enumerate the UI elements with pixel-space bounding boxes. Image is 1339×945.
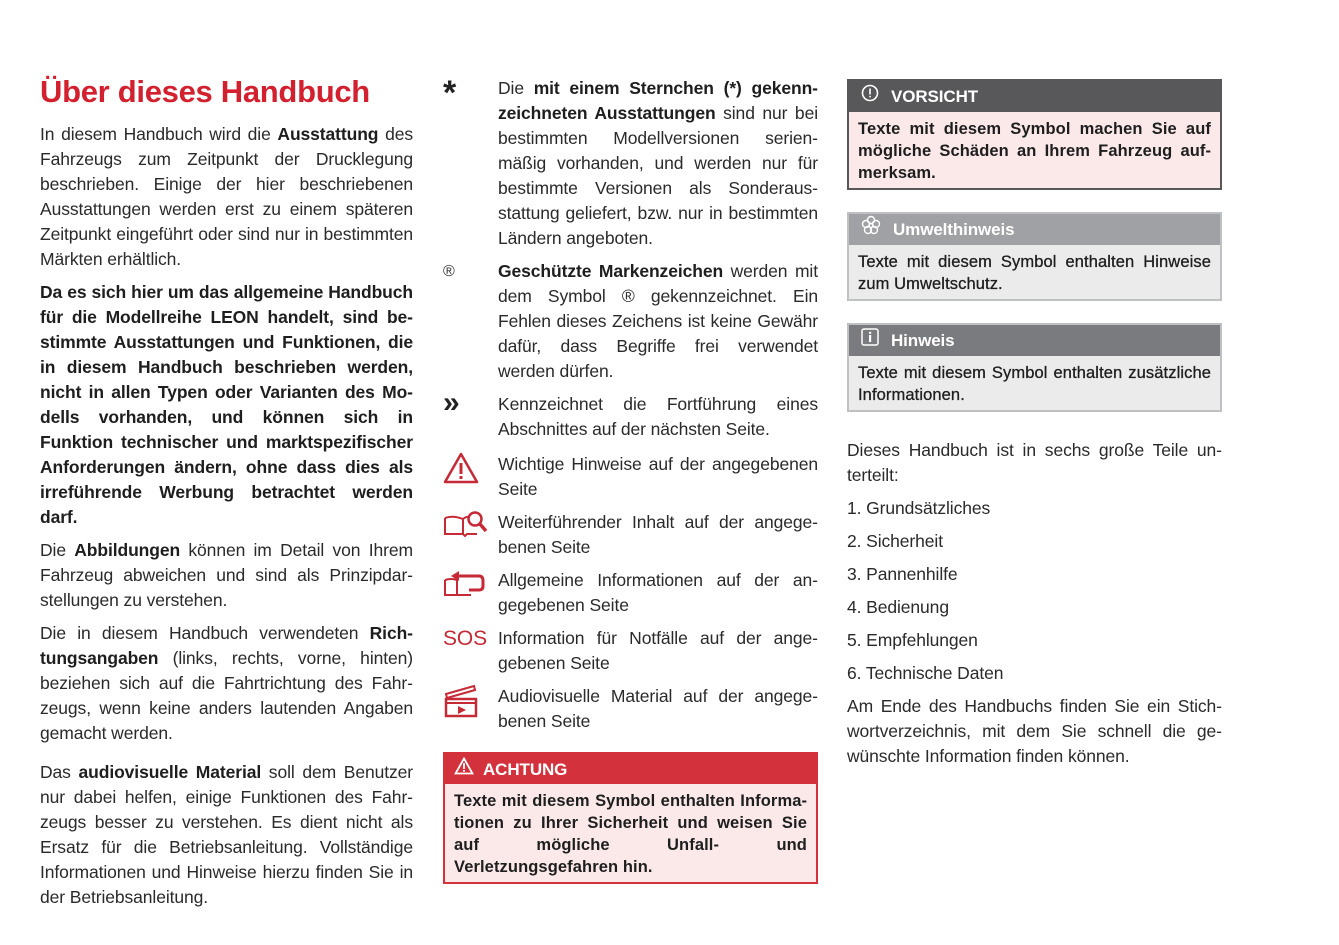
- paragraph-audiovisuell: [40, 760, 413, 910]
- bold-text: Da es sich hier um das allgemeine Handbuch für die Modellreihe LEON handelt, sind bestimmte Ausstattungen und Funktionen, die in diesem Handbuch beschrieben werden, nicht in allen Typen oder Varianten des Modells vorhanden, und können sich in Funktion technischer und marktspezifischer Anforderungen ändern, ohne dass dies als irreführende Werbung betrachtet werden darf.: [40, 282, 413, 527]
- registered-icon: ®: [443, 263, 455, 280]
- umwelt-header: [849, 214, 1220, 245]
- double-chevron-icon: »: [443, 386, 460, 419]
- bold-text: Abbildungen: [74, 540, 181, 560]
- column-1: [40, 72, 413, 918]
- warning-triangle-icon: [454, 754, 474, 785]
- text: Die: [498, 78, 534, 98]
- vorsicht-title: VORSICHT: [891, 87, 979, 106]
- list-item: 3. Pannenhilfe: [847, 564, 958, 584]
- list-item: 1. Grundsätzliches: [847, 498, 991, 518]
- symbol-warning: [443, 452, 818, 502]
- book-return-icon: [443, 568, 498, 618]
- vorsicht-header: [849, 81, 1220, 112]
- vorsicht-body: Texte mit diesem Symbol machen Sie auf mögliche Schäden an Ihrem Fahrzeug aufmerksam.: [849, 112, 1220, 188]
- symbol-text: Weiterführender Inhalt auf der angegebenen Seite: [498, 512, 818, 557]
- achtung-box: [443, 752, 818, 884]
- paragraph-richtung: [40, 621, 413, 746]
- paragraph-abbildungen: [40, 538, 413, 613]
- text: Das: [40, 762, 79, 782]
- sos-icon: SOS: [443, 627, 488, 650]
- text: können im Detail von Ihrem Fahrzeug abweichen und sind als Prinzipdarstellungen zu verstehen.: [40, 540, 413, 610]
- paragraph-ausstattung: [40, 122, 413, 272]
- bold-text: Ausstattung: [277, 124, 379, 144]
- info-icon: [861, 325, 879, 356]
- symbol-asterisk: [443, 76, 818, 251]
- bold-text: Richtungsangaben: [40, 623, 413, 668]
- list-item: 4. Bedienung: [847, 597, 949, 617]
- list-item: 5. Empfehlungen: [847, 630, 978, 650]
- symbol-further-content: [443, 510, 818, 560]
- symbol-sos: [443, 626, 818, 676]
- text: Die in diesem Handbuch verwendeten: [40, 623, 370, 643]
- bold-text: mit einem Sternchen (*) gekennzeichneten Ausstattungen: [498, 78, 818, 123]
- text: In diesem Handbuch wird die: [40, 124, 278, 144]
- clapperboard-icon: [443, 684, 498, 734]
- bold-text: audiovisuelle Material: [78, 762, 262, 782]
- text: Die: [40, 540, 75, 560]
- text: sind nur bei bestimmten Modellversionen serienmäßig vorhanden, und werden nur für bestimmte Versionen als Sonderausstattung geliefert, bzw. nur in bestimmten Ländern angeboten.: [498, 103, 818, 248]
- hinweis-header: [849, 325, 1220, 356]
- paragraph-leon: [40, 280, 413, 530]
- vorsicht-box: [847, 79, 1222, 190]
- achtung-header: [445, 754, 816, 784]
- book-magnifier-icon: [443, 510, 498, 560]
- umwelt-title: Umwelthinweis: [893, 220, 1015, 239]
- symbol-text: [498, 76, 818, 251]
- text: des Fahrzeugs zum Zeitpunkt der Drucklegung beschrieben. Einige der hier beschriebenen Ausstattungen werden erst zu einem späteren Zeitpunkt eingeführt oder sind nur in bestimmten Märkten erhältlich.: [40, 124, 413, 269]
- symbol-registered: [443, 259, 818, 384]
- achtung-body: Texte mit diesem Symbol enthalten Informationen zu Ihrer Sicherheit und weisen Sie auf mögliche Unfall- und Verletzungsgefahren hin.: [445, 784, 816, 882]
- hinweis-title: Hinweis: [891, 331, 955, 350]
- index-note: Am Ende des Handbuchs finden Sie ein Stichwortverzeichnis, mit dem Sie schnell die gewünschte Information finden können.: [847, 696, 1222, 766]
- list-item: 6. Technische Daten: [847, 663, 1004, 683]
- column-2: [443, 76, 818, 884]
- text: (links, rechts, vorne, hinten) beziehen sich auf die Fahrtrichtung des Fahrzeugs, wenn keine anders lautenden Angaben gemacht werden.: [40, 648, 413, 743]
- umwelt-body: Texte mit diesem Symbol enthalten Hinweise zum Umweltschutz.: [849, 245, 1220, 299]
- symbol-text: Wichtige Hinweise auf der angegebenen Seite: [498, 454, 818, 499]
- page-title: Über dieses Handbuch: [40, 74, 370, 109]
- symbol-continue: [443, 386, 818, 442]
- hinweis-body: Texte mit diesem Symbol enthalten zusätzliche Informationen.: [849, 356, 1220, 410]
- column-3: [847, 79, 1222, 777]
- symbol-text: Allgemeine Informationen auf der angegebenen Seite: [498, 570, 818, 615]
- umwelt-box: [847, 212, 1222, 301]
- exclamation-circle-icon: [861, 81, 879, 112]
- symbol-text: Audiovisuelle Material auf der angegebenen Seite: [498, 686, 818, 731]
- text: werden mit dem Symbol ® gekennzeichnet. Ein Fehlen dieses Zeichens ist keine Gewähr dafür, dass Begriffe frei verwendet werden dürfen.: [498, 261, 818, 381]
- symbol-video: [443, 684, 818, 734]
- symbol-text: Kennzeichnet die Fortführung eines Abschnittes auf der nächsten Seite.: [498, 394, 818, 439]
- flower-icon: [861, 214, 881, 245]
- symbol-general-info: [443, 568, 818, 618]
- symbol-text: Information für Notfälle auf der angegebenen Seite: [498, 628, 818, 673]
- parts-list: [847, 496, 1222, 686]
- bold-text: Geschützte Markenzeichen: [498, 261, 724, 281]
- warning-triangle-icon: [443, 452, 498, 502]
- list-item: 2. Sicherheit: [847, 531, 943, 551]
- achtung-title: ACHTUNG: [483, 759, 568, 779]
- parts-intro: Dieses Handbuch ist in sechs große Teile unterteilt:: [847, 440, 1222, 485]
- hinweis-box: [847, 323, 1222, 412]
- asterisk-icon: *: [443, 74, 457, 112]
- symbol-text: [498, 259, 818, 384]
- text: soll dem Benutzer nur dabei helfen, einige Funktionen des Fahrzeugs besser zu verstehen. Es dient nicht als Ersatz für die Betriebsanleitung. Vollständige Informationen und Hinweise hierzu finden Sie in der Betriebsanleitung.: [40, 762, 413, 907]
